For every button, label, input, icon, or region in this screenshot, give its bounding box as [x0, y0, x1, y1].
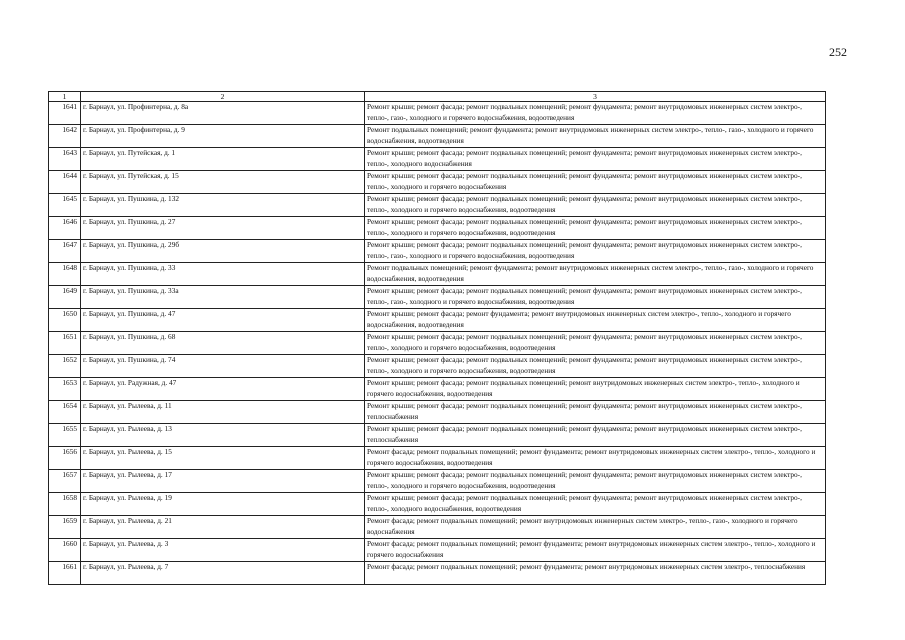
table-row [49, 470, 826, 493]
row-number-cell: 1644 [49, 171, 81, 194]
row-number-cell: 1649 [49, 286, 81, 309]
works-cell: Ремонт крыши; ремонт фасада; ремонт подвальных помещений; ремонт фундамента; ремонт внутридомовых инженерных систем электро-, тепло-, холодного водоснабжения, водоотведения [365, 493, 826, 516]
address-cell: г. Барнаул, ул. Пушкина, д. 68 [81, 332, 365, 355]
works-cell: Ремонт крыши; ремонт фасада; ремонт подвальных помещений; ремонт фундамента; ремонт внутридомовых инженерных систем электро-, тепло-, холодного и горячего водоснабжения, водоотведения [365, 194, 826, 217]
row-number-cell: 1650 [49, 309, 81, 332]
table-row [49, 447, 826, 470]
row-number-cell: 1646 [49, 217, 81, 240]
column-header-address: 2 [81, 92, 365, 102]
table-row [49, 424, 826, 447]
table-row [49, 148, 826, 171]
address-cell: г. Барнаул, ул. Пушкина, д. 27 [81, 217, 365, 240]
row-number-cell: 1654 [49, 401, 81, 424]
address-cell: г. Барнаул, ул. Пушкина, д. 33 [81, 263, 365, 286]
works-cell: Ремонт крыши; ремонт фасада; ремонт подвальных помещений; ремонт фундамента; ремонт внутридомовых инженерных систем электро-, тепло-, холодного и горячего водоснабжения, водоотведения [365, 355, 826, 378]
table-row [49, 286, 826, 309]
works-cell: Ремонт крыши; ремонт фасада; ремонт подвальных помещений; ремонт фундамента; ремонт внутридомовых инженерных систем электро-, тепло-, холодного и горячего водоснабжения, водоотведения [365, 332, 826, 355]
works-cell: Ремонт крыши; ремонт фасада; ремонт фундамента; ремонт внутридомовых инженерных систем электро-, тепло-, холодного и горячего водоснабжения, водоотведения [365, 309, 826, 332]
row-number-cell: 1651 [49, 332, 81, 355]
works-cell: Ремонт крыши; ремонт фасада; ремонт подвальных помещений; ремонт внутридомовых инженерных систем электро-, тепло-, холодного и горячего водоснабжения, водоотведения [365, 378, 826, 401]
works-cell: Ремонт крыши; ремонт фасада; ремонт подвальных помещений; ремонт фундамента; ремонт внутридомовых инженерных систем электро-, теплоснабжения [365, 424, 826, 447]
column-header-number: 1 [49, 92, 81, 102]
row-number-cell: 1658 [49, 493, 81, 516]
table-row [49, 102, 826, 125]
address-cell: г. Барнаул, ул. Профинтерна, д. 9 [81, 125, 365, 148]
table-row [49, 493, 826, 516]
works-cell: Ремонт крыши; ремонт фасада; ремонт подвальных помещений; ремонт фундамента; ремонт внутридомовых инженерных систем электро-, тепло-, холодного и горячего водоснабжения, водоотведения [365, 217, 826, 240]
works-cell: Ремонт фасада; ремонт подвальных помещений; ремонт внутридомовых инженерных систем электро-, тепло-, газо-, холодного и горячего водоснабжения [365, 516, 826, 539]
table-row [49, 539, 826, 562]
table-row [49, 516, 826, 539]
address-works-table [48, 91, 826, 585]
table-header-row [49, 92, 826, 102]
row-number-cell: 1661 [49, 562, 81, 585]
address-cell: г. Барнаул, ул. Пушкина, д. 47 [81, 309, 365, 332]
address-cell: г. Барнаул, ул. Рылеева, д. 15 [81, 447, 365, 470]
works-cell: Ремонт фасада; ремонт подвальных помещений; ремонт фундамента; ремонт внутридомовых инженерных систем электро-, тепло-, холодного и горячего водоснабжения, водоотведения [365, 447, 826, 470]
page-number: 252 [829, 45, 847, 59]
address-cell: г. Барнаул, ул. Пушкина, д. 74 [81, 355, 365, 378]
table-row [49, 332, 826, 355]
row-number-cell: 1648 [49, 263, 81, 286]
address-cell: г. Барнаул, ул. Радужная, д. 47 [81, 378, 365, 401]
address-cell: г. Барнаул, ул. Пушкина, д. 132 [81, 194, 365, 217]
table-row [49, 562, 826, 585]
address-cell: г. Барнаул, ул. Рылеева, д. 13 [81, 424, 365, 447]
table-row [49, 263, 826, 286]
row-number-cell: 1655 [49, 424, 81, 447]
address-cell: г. Барнаул, ул. Рылеева, д. 7 [81, 562, 365, 585]
row-number-cell: 1653 [49, 378, 81, 401]
address-cell: г. Барнаул, ул. Профинтерна, д. 8а [81, 102, 365, 125]
address-cell: г. Барнаул, ул. Путейская, д. 1 [81, 148, 365, 171]
row-number-cell: 1657 [49, 470, 81, 493]
row-number-cell: 1656 [49, 447, 81, 470]
works-cell: Ремонт подвальных помещений; ремонт фундамента; ремонт внутридомовых инженерных систем электро-, тепло-, газо-, холодного и горячего водоснабжения, водоотведения [365, 263, 826, 286]
works-cell: Ремонт крыши; ремонт фасада; ремонт подвальных помещений; ремонт фундамента; ремонт внутридомовых инженерных систем электро-, тепло-, газо-, холодного и горячего водоснабжения, водоотведения [365, 286, 826, 309]
row-number-cell: 1660 [49, 539, 81, 562]
works-cell: Ремонт фасада; ремонт подвальных помещений; ремонт фундамента; ремонт внутридомовых инженерных систем электро-, тепло-, холодного и горячего водоснабжения [365, 539, 826, 562]
table-row [49, 171, 826, 194]
works-cell: Ремонт фасада; ремонт подвальных помещений; ремонт фундамента; ремонт внутридомовых инженерных систем электро-, теплоснабжения [365, 562, 826, 585]
works-cell: Ремонт крыши; ремонт фасада; ремонт подвальных помещений; ремонт фундамента; ремонт внутридомовых инженерных систем электро-, тепло-, газо-, холодного и горячего водоснабжения, водоотведения [365, 240, 826, 263]
address-cell: г. Барнаул, ул. Рылеева, д. 17 [81, 470, 365, 493]
table-row [49, 240, 826, 263]
table-row [49, 309, 826, 332]
address-cell: г. Барнаул, ул. Рылеева, д. 19 [81, 493, 365, 516]
works-cell: Ремонт крыши; ремонт фасада; ремонт подвальных помещений; ремонт фундамента; ремонт внутридомовых инженерных систем электро-, тепло-, газо-, холодного и горячего водоснабжения, водоотведения [365, 102, 826, 125]
row-number-cell: 1641 [49, 102, 81, 125]
row-number-cell: 1643 [49, 148, 81, 171]
address-cell: г. Барнаул, ул. Рылеева, д. 3 [81, 539, 365, 562]
works-cell: Ремонт крыши; ремонт фасада; ремонт подвальных помещений; ремонт фундамента; ремонт внутридомовых инженерных систем электро-, тепло-, холодного и горячего водоснабжения, водоотведения [365, 470, 826, 493]
row-number-cell: 1642 [49, 125, 81, 148]
address-cell: г. Барнаул, ул. Рылеева, д. 21 [81, 516, 365, 539]
works-cell: Ремонт крыши; ремонт фасада; ремонт подвальных помещений; ремонт фундамента; ремонт внутридомовых инженерных систем электро-, тепло-, холодного и горячего водоснабжения [365, 171, 826, 194]
table-row [49, 355, 826, 378]
works-cell: Ремонт крыши; ремонт фасада; ремонт подвальных помещений; ремонт фундамента; ремонт внутридомовых инженерных систем электро-, теплоснабжения [365, 401, 826, 424]
row-number-cell: 1645 [49, 194, 81, 217]
address-cell: г. Барнаул, ул. Пушкина, д. 29б [81, 240, 365, 263]
table-row [49, 401, 826, 424]
column-header-works: 3 [365, 92, 826, 102]
row-number-cell: 1659 [49, 516, 81, 539]
address-cell: г. Барнаул, ул. Путейская, д. 15 [81, 171, 365, 194]
works-cell: Ремонт крыши; ремонт фасада; ремонт подвальных помещений; ремонт фундамента; ремонт внутридомовых инженерных систем электро-, тепло-, холодного водоснабжения [365, 148, 826, 171]
table-row [49, 125, 826, 148]
address-cell: г. Барнаул, ул. Пушкина, д. 33а [81, 286, 365, 309]
address-cell: г. Барнаул, ул. Рылеева, д. 11 [81, 401, 365, 424]
table-row [49, 194, 826, 217]
table-row [49, 378, 826, 401]
works-cell: Ремонт подвальных помещений; ремонт фундамента; ремонт внутридомовых инженерных систем электро-, тепло-, газо-, холодного и горячего водоснабжения, водоотведения [365, 125, 826, 148]
row-number-cell: 1647 [49, 240, 81, 263]
table-row [49, 217, 826, 240]
row-number-cell: 1652 [49, 355, 81, 378]
